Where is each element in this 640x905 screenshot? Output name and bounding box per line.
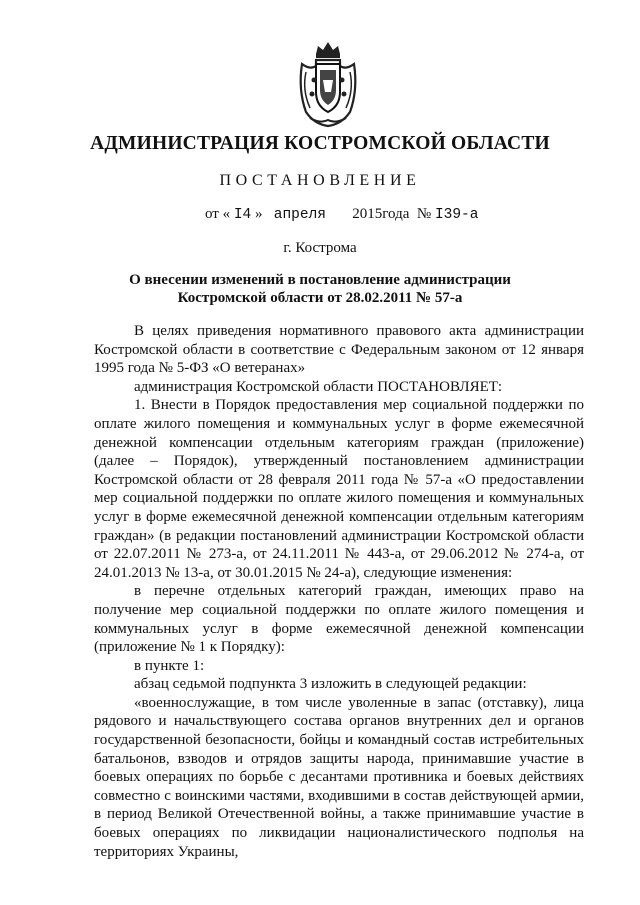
body-paragraph: абзац седьмой подпункта 3 изложить в следующей редакции: — [134, 676, 527, 693]
date-mid: » — [255, 206, 263, 222]
number-prefix: № — [416, 206, 432, 222]
document-title — [0, 271, 640, 307]
title-line: О внесении изменений в постановление администрации — [129, 272, 511, 288]
document-body — [94, 322, 584, 861]
date-year: 2015года — [352, 206, 410, 222]
body-paragraph: «военнослужащие, в том числе уволенные в запас (отставку), лица рядового и начальствующего состава органов внутренних дел и органов государственной безопасности, бойцы и командный состав истребительных батальонов, взводов и отрядов защиты народа, принимавшие участие в боевых операциях по борьбе с десантами противника и боевых действиях совместно с воинскими частями, входившими в состав действующей армии, в период Великой Отечественной войны, а также принимавшие участие в боевых операциях по ликвидации националистического подполья на территориях Украины, — [94, 694, 584, 860]
body-paragraph: в пункте 1: — [134, 657, 205, 674]
date-number-line — [205, 206, 478, 223]
date-day: I4 — [233, 207, 252, 223]
body-paragraph: В целях приведения нормативного правового акта администрации Костромской области в соответствие с Федеральным законом от 12 января 1995 года № 5-ФЗ «О ветеранах» — [94, 323, 584, 377]
city: г. Кострома — [283, 240, 357, 256]
document-type: ПОСТАНОВЛЕНИЕ — [219, 172, 421, 189]
document-number: I39-а — [434, 207, 479, 223]
coat-of-arms-emblem — [296, 40, 360, 128]
body-paragraph: в перечне отдельных категорий граждан, имеющих право на получение мер социальной поддержки по оплате жилого помещения и коммунальных услуг в форме ежемесячной денежной компенсации (приложение № 1 к Порядку): — [94, 583, 584, 656]
title-line: Костромской области от 28.02.2011 № 57-а — [177, 290, 463, 306]
date-month: апреля — [273, 207, 326, 223]
organization-name: АДМИНИСТРАЦИЯ КОСТРОМСКОЙ ОБЛАСТИ — [90, 133, 550, 154]
body-paragraph: 1. Внести в Порядок предоставления мер социальной поддержки по оплате жилого помещения и коммунальных услуг в форме ежемесячной денежной компенсации отдельным категориям граждан (приложение) (далее – Порядок), утвержденный постановлением администрации Костромской области от 28 февраля 2011 года № 57-а «О предоставлении мер социальной поддержки по оплате жилого помещения и коммунальных услуг в форме ежемесячной денежной компенсации отдельным категориям граждан» (в редакции постановлений администрации Костромской области от 22.07.2011 № 273-а, от 24.11.2011 № 443-а, от 29.06.2012 № 274-а, от 24.01.2013 № 13-а, от 30.01.2015 № 24-а), следующие изменения: — [94, 397, 584, 581]
body-paragraph: администрация Костромской области ПОСТАНОВЛЯЕТ: — [134, 378, 503, 395]
date-prefix: от « — [205, 206, 231, 222]
